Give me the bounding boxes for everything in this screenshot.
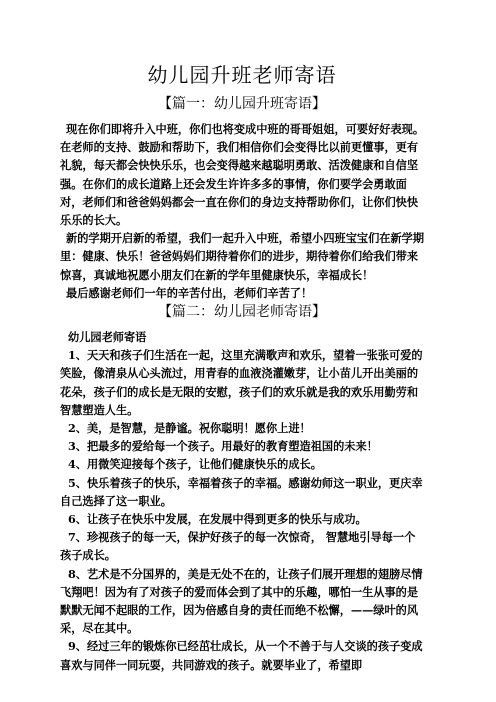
list-item: 1、天天和孩子们生活在一起，这里充满歌声和欢乐，望着一张张可爱的笑脸，像清泉从心头流过，用青春的血液浇灌嫩芽，让小苗儿开出美丽的花朵，孩子们的成长是无限的安慰，孩子们的欢乐就是我的欢乐用勤劳和智慧塑造人生。 (60, 348, 423, 417)
paragraph: 新的学期开启新的希望，我们一起升入中班，希望小四班宝宝们在新学期里：健康、快乐！爸爸妈妈们期待着你们的进步，期待着你们给我们带来惊喜，真诚地祝愿小朋友们在新的学年里健康快乐，幸福成长！ (60, 231, 425, 282)
list-item: 3、把最多的爱给每一个孩子。用最好的教育塑造祖国的未来！ (68, 439, 378, 454)
list-item: 7、珍视孩子的每一天，保护好孩子的每一次惊奇， 智慧地引导每一个孩子成长。 (60, 530, 416, 563)
list-item: 5、快乐着孩子的快乐，幸福着孩子的幸福。感谢幼师这一职业，更庆幸自己选择了这一职业。 (60, 475, 423, 508)
section-subtitle: 幼儿园老师寄语 (68, 330, 147, 345)
document-title: 幼儿园升班老师寄语 (147, 63, 337, 87)
list-item: 9、经过三年的锻炼你已经茁壮成长，从一个不善于与人交谈的孩子变成喜欢与同伴一同玩耍，共同游戏的孩子。就要毕业了，希望即 (60, 639, 423, 672)
paragraph: 现在你们即将升入中班，你们也将变成中班的哥哥姐姐，可要好好表现。在老师的支持、鼓励和帮助下，我们相信你们会变得比以前更懂事，更有礼貌，每天都会快快乐乐，也会变得越来越聪明勇敢、活泼健康和自信坚强。在你们的成长道路上还会发生许许多多的事情，你们要学会勇敢面对，老师们和爸爸妈妈都会一直在你们的身边支持帮助你们，让你们快快乐乐的长大。 (60, 122, 425, 228)
paragraph: 最后感谢老师们一年的辛苦付出，老师们辛苦了！ (66, 285, 313, 300)
list-item: 4、用微笑迎接每个孩子，让他们健康快乐的成长。 (68, 457, 322, 472)
list-item: 2、美，是智慧，是静谧。祝你聪明！愿你上进！ (68, 421, 311, 436)
section-heading-1: 【篇一：幼儿园升班寄语】 (158, 96, 326, 112)
section-heading-2: 【篇二：幼儿园老师寄语】 (158, 304, 326, 321)
list-item: 8、艺术是不分国界的，美是无处不在的，让孩子们展开理想的翅膀尽情飞翔吧！因为有了对孩子的爱而体会到了其中的乐趣，哪怕一生从事的是默默无闻不起眼的工作，因为倍感自身的责任而绝不松懈，——绿叶的风采，尽在其中。 (60, 566, 423, 636)
list-item: 6、让孩子在快乐中发展，在发展中得到更多的快乐与成功。 (68, 512, 367, 527)
